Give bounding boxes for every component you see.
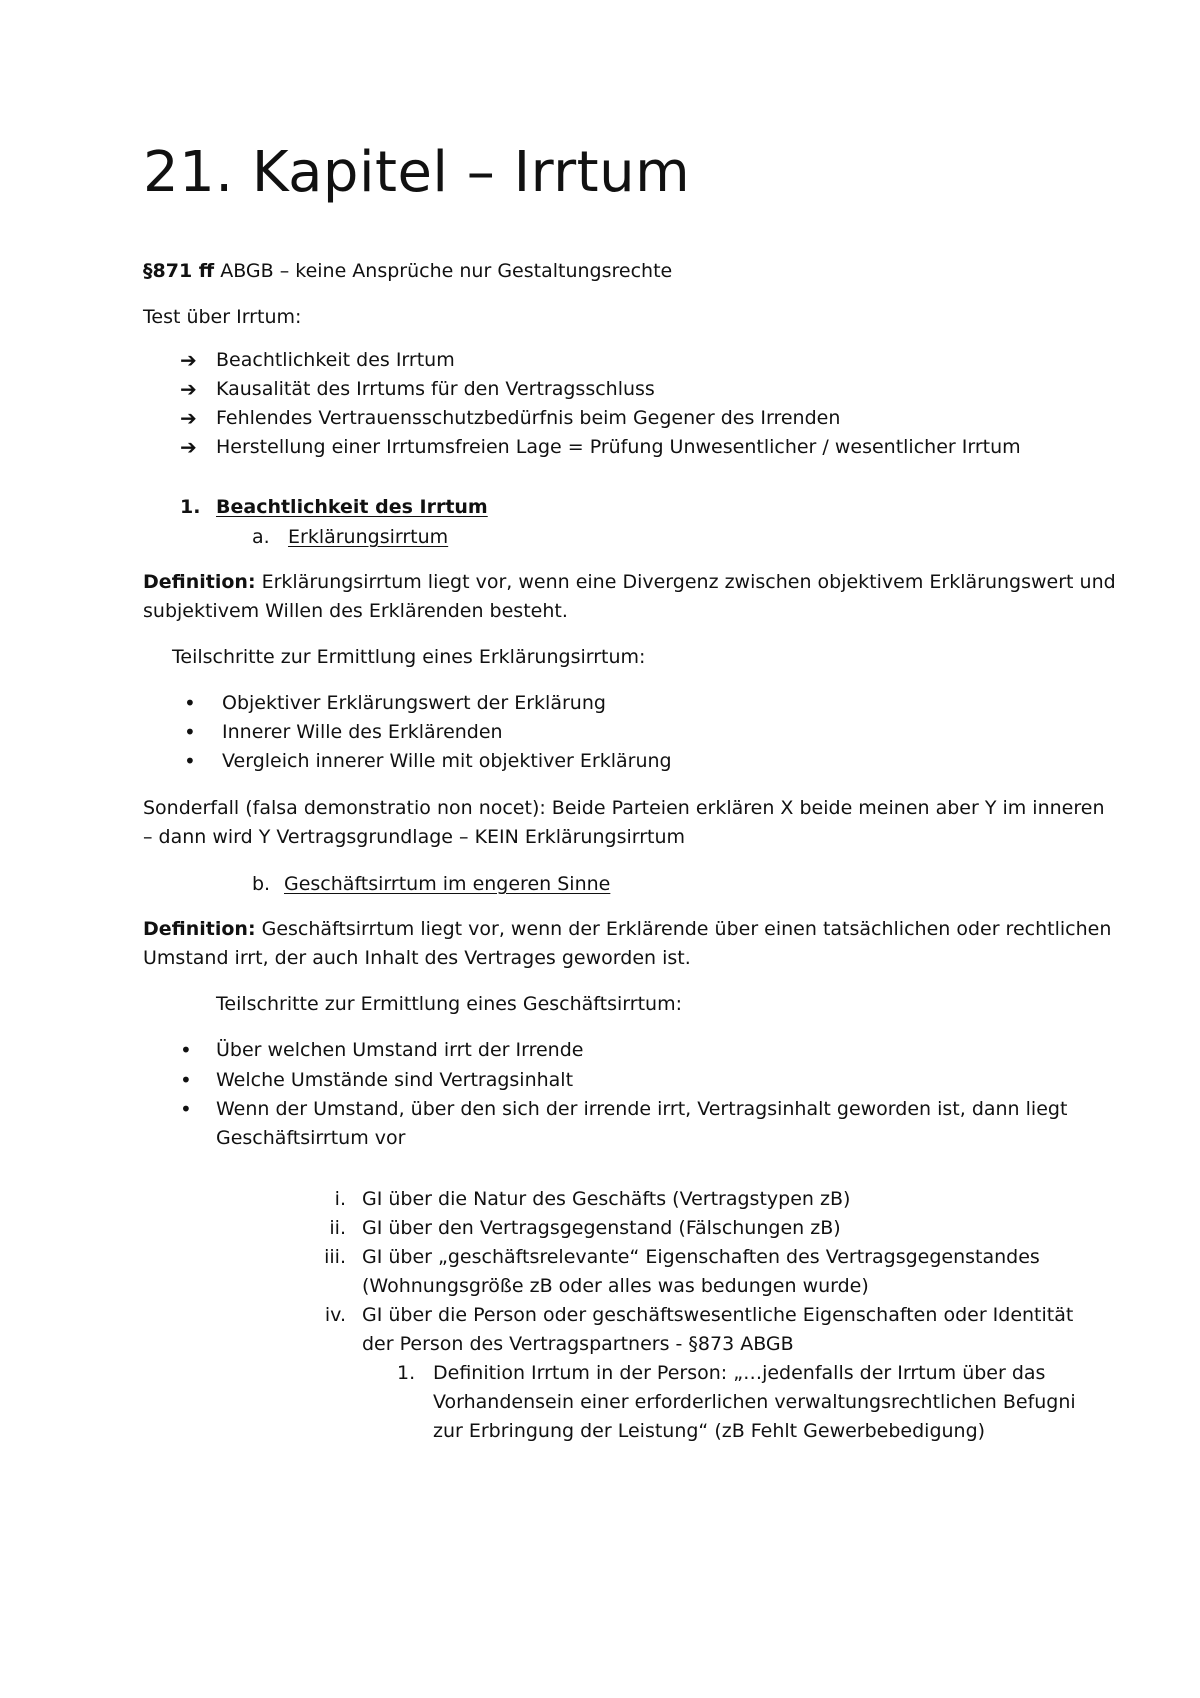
- definition-paragraph: [143, 568, 1116, 597]
- test-label: Test über Irrtum:: [143, 306, 302, 328]
- list-item: Wenn der Umstand, über den sich der irrende irrt, Vertragsinhalt geworden ist, dann liegt: [216, 1098, 1068, 1120]
- nested-item-continuation: zur Erbringung der Leistung“ (zB Fehlt Gewerbebedigung): [433, 1420, 986, 1442]
- sonderfall-text: Sonderfall (falsa demonstratio non nocet): Beide Parteien erklären X beide meinen aber Y im inneren: [143, 797, 1105, 819]
- definition-text: subjektivem Willen des Erklärenden besteht.: [143, 600, 568, 622]
- definition-label: Definition:: [143, 571, 256, 593]
- definition-text: Geschäftsirrtum liegt vor, wenn der Erklärende über einen tatsächlichen oder rechtlichen: [255, 918, 1112, 940]
- subsection-heading: Geschäftsirrtum im engeren Sinne: [284, 873, 611, 895]
- page-title: 21. Kapitel – Irrtum: [143, 140, 691, 205]
- subsection-heading: Erklärungsirrtum: [288, 526, 449, 548]
- arrow-icon: ➔: [180, 348, 197, 372]
- nested-item-continuation: Vorhandensein einer erforderlichen verwaltungsrechtlichen Befugni: [433, 1391, 1076, 1413]
- abgb-paragraph-ref: §871 ff: [143, 260, 215, 282]
- roman-numeral: ii.: [329, 1217, 346, 1239]
- roman-item-continuation: der Person des Vertragspartners - §873 ABGB: [362, 1333, 794, 1355]
- arrow-item: Beachtlichkeit des Irrtum: [216, 349, 455, 371]
- list-item: Objektiver Erklärungswert der Erklärung: [222, 692, 606, 714]
- subsection-letter: a.: [252, 526, 270, 548]
- roman-item: GI über die Person oder geschäftswesentliche Eigenschaften oder Identität: [362, 1304, 1074, 1326]
- section-heading: Beachtlichkeit des Irrtum: [216, 496, 488, 518]
- definition-text: Umstand irrt, der auch Inhalt des Vertrages geworden ist.: [143, 947, 691, 969]
- arrow-item: Fehlendes Vertrauensschutzbedürfnis beim Gegener des Irrenden: [216, 407, 841, 429]
- nested-number: 1.: [397, 1362, 416, 1384]
- list-item: Innerer Wille des Erklärenden: [222, 721, 503, 743]
- list-item: Welche Umstände sind Vertragsinhalt: [216, 1069, 574, 1091]
- arrow-item: Herstellung einer Irrtumsfreien Lage = Prüfung Unwesentlicher / wesentlicher Irrtum: [216, 436, 1021, 458]
- roman-numeral: iv.: [324, 1304, 346, 1326]
- roman-item: GI über „geschäftsrelevante“ Eigenschaften des Vertragsgegenstandes: [362, 1246, 1040, 1268]
- list-item: Vergleich innerer Wille mit objektiver Erklärung: [222, 750, 672, 772]
- subsection-letter: b.: [252, 873, 271, 895]
- section-number: 1.: [180, 496, 201, 518]
- sonderfall-text: – dann wird Y Vertragsgrundlage – KEIN Erklärungsirrtum: [143, 826, 686, 848]
- roman-item: GI über die Natur des Geschäfts (Vertragstypen zB): [362, 1188, 851, 1210]
- steps-label: Teilschritte zur Ermittlung eines Geschäftsirrtum:: [216, 993, 682, 1015]
- bullet-icon: •: [180, 1097, 192, 1121]
- abgb-line: [143, 257, 672, 286]
- arrow-icon: ➔: [180, 377, 197, 401]
- steps-label: Teilschritte zur Ermittlung eines Erklärungsirrtum:: [172, 646, 646, 668]
- arrow-icon: ➔: [180, 406, 197, 430]
- bullet-icon: •: [184, 720, 196, 744]
- roman-numeral: i.: [334, 1188, 346, 1210]
- abgb-rest: ABGB – keine Ansprüche nur Gestaltungsrechte: [214, 260, 673, 282]
- nested-item: Definition Irrtum in der Person: „…jedenfalls der Irrtum über das: [433, 1362, 1046, 1384]
- list-item-continuation: Geschäftsirrtum vor: [216, 1127, 406, 1149]
- roman-numeral: iii.: [324, 1246, 346, 1268]
- bullet-icon: •: [180, 1038, 192, 1062]
- bullet-icon: •: [184, 749, 196, 773]
- definition-label: Definition:: [143, 918, 256, 940]
- bullet-icon: •: [184, 691, 196, 715]
- definition-text: Erklärungsirrtum liegt vor, wenn eine Divergenz zwischen objektivem Erklärungswert und: [255, 571, 1116, 593]
- list-item: Über welchen Umstand irrt der Irrende: [216, 1039, 584, 1061]
- arrow-icon: ➔: [180, 435, 197, 459]
- definition-paragraph: [143, 915, 1111, 944]
- roman-item: GI über den Vertragsgegenstand (Fälschungen zB): [362, 1217, 841, 1239]
- arrow-item: Kausalität des Irrtums für den Vertragsschluss: [216, 378, 655, 400]
- roman-item-continuation: (Wohnungsgröße zB oder alles was bedungen wurde): [362, 1275, 869, 1297]
- bullet-icon: •: [180, 1068, 192, 1092]
